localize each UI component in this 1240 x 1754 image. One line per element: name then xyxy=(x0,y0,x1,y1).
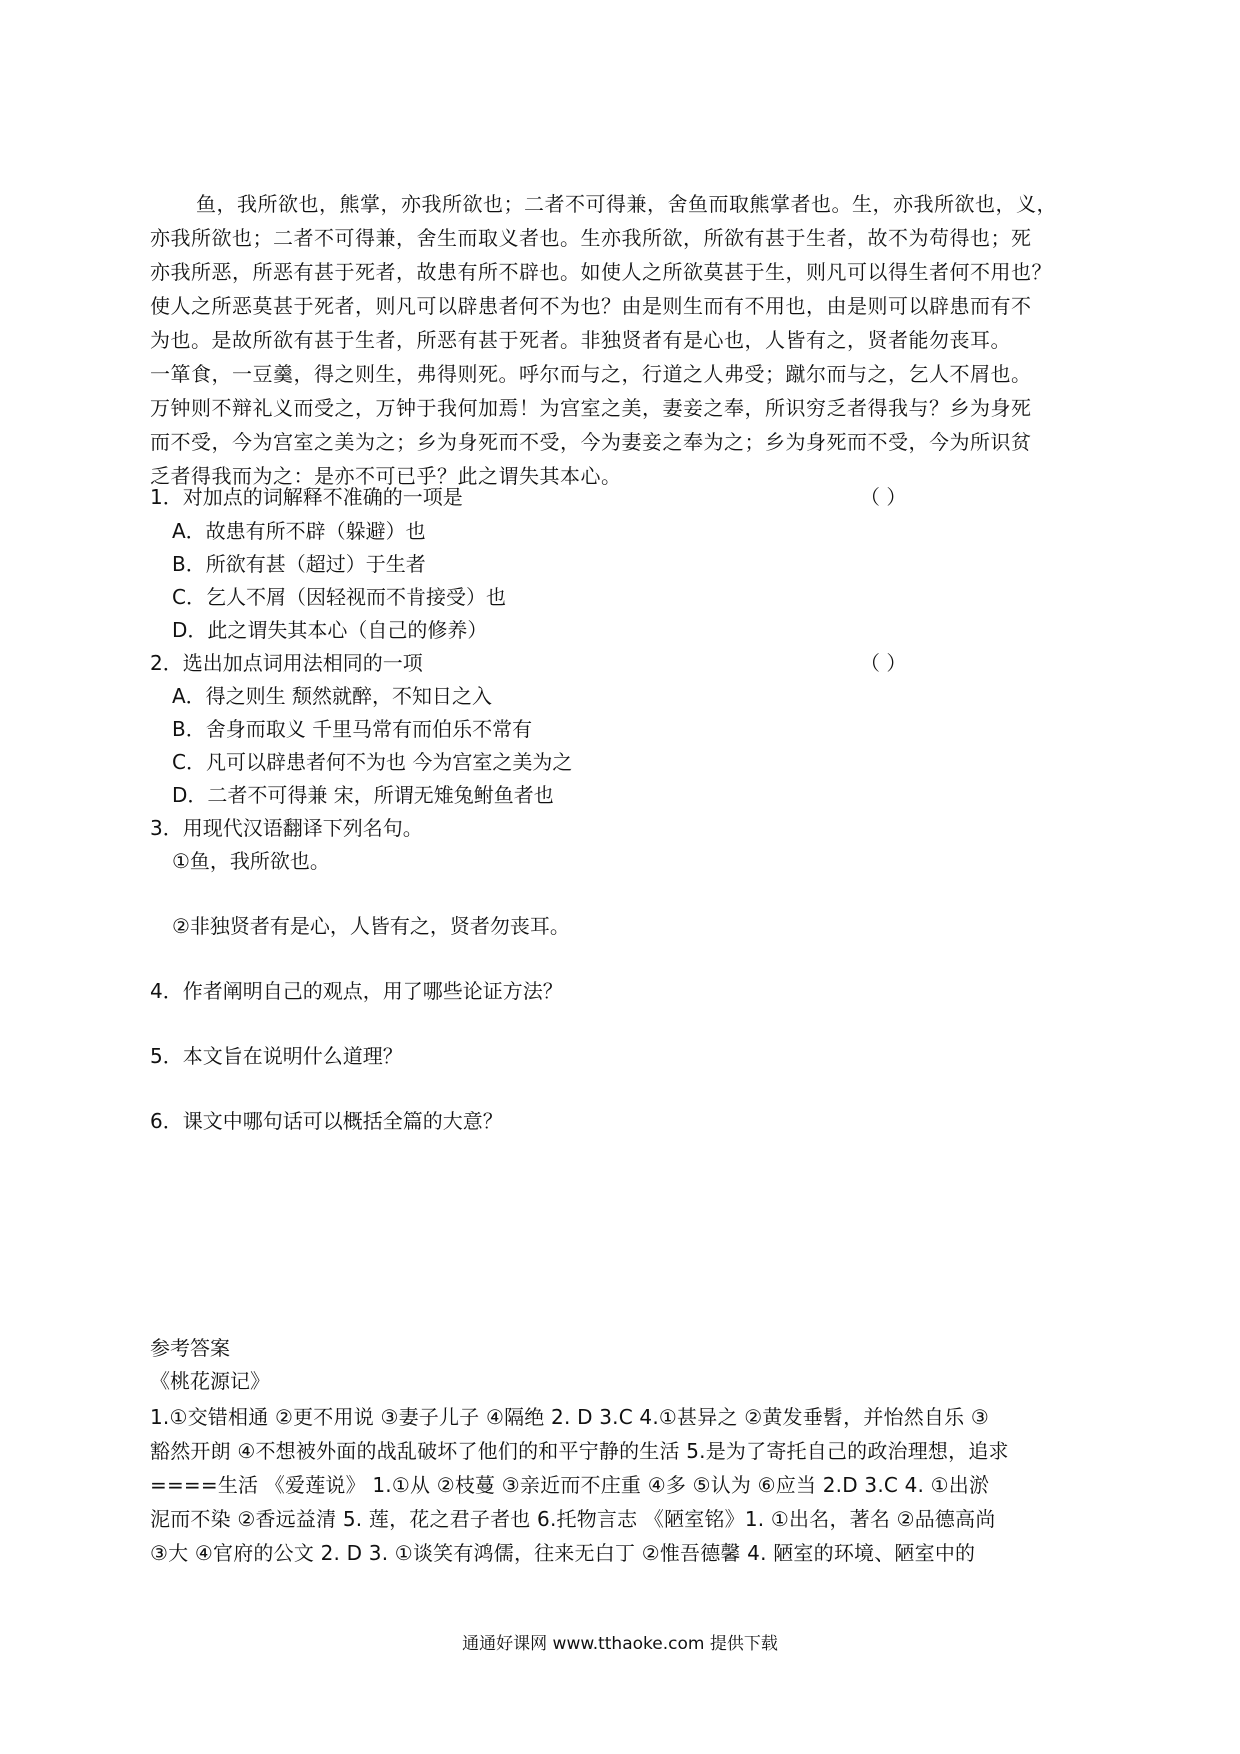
question-3-item-2: ②非独贤者有是心，人皆有之，贤者勿丧耳。 xyxy=(172,914,570,938)
answers-heading: 参考答案 xyxy=(150,1336,230,1360)
question-1-stem: 1．对加点的词解释不准确的一项是 xyxy=(150,485,463,509)
answer-line: 豁然开朗 ④不想被外面的战乱破坏了他们的和平宁静的生活 5.是为了寄托自己的政治理想，追求 xyxy=(150,1439,1009,1463)
answer-line: ③大 ④官府的公文 2. D 3. ①谈笑有鸿儒，往来无白丁 ②惟吾德馨 4. 陋室的环境、陋室中的 xyxy=(150,1541,976,1565)
answer-line: 泥而不染 ②香远益清 5. 莲，花之君子者也 6.托物言志 《陋室铭》1. ①出名，著名 ②品德高尚 xyxy=(150,1507,996,1531)
answer-line: ====生活 《爱莲说》 1.①从 ②枝蔓 ③亲近而不庄重 ④多 ⑤认为 ⑥应当 2.D 3.C 4. ①出淤 xyxy=(150,1473,990,1497)
question-2-option-a: A．得之则生 颓然就醉，不知日之入 xyxy=(172,684,493,708)
passage-line: 而不受，今为宫室之美为之；乡为身死而不受，今为妻妾之奉为之；乡为身死而不受，今为所识贫 xyxy=(150,430,1032,454)
question-1-option-b: B．所欲有甚（超过）于生者 xyxy=(172,552,426,576)
passage-line: 乏者得我而为之：是亦不可已乎？此之谓失其本心。 xyxy=(150,464,622,488)
question-4: 4．作者阐明自己的观点，用了哪些论证方法？ xyxy=(150,979,563,1003)
question-1-option-a: A．故患有所不辟（躲避）也 xyxy=(172,519,426,543)
passage-line: 使人之所恶莫甚于死者，则凡可以辟患者何不为也？由是则生而有不用也，由是则可以辟患而有不 xyxy=(150,294,1032,318)
question-2-option-d: D．二者不可得兼 宋，所谓无雉兔鲋鱼者也 xyxy=(172,783,554,807)
answer-line: 1.①交错相通 ②更不用说 ③妻子儿子 ④隔绝 2. D 3.C 4.①甚异之 ②黄发垂髫，并怡然自乐 ③ xyxy=(150,1405,990,1429)
question-3-item-1: ①鱼，我所欲也。 xyxy=(172,849,330,873)
passage-line: 万钟则不辩礼义而受之，万钟于我何加焉！为宫室之美，妻妾之奉，所识穷乏者得我与？乡为身死 xyxy=(150,396,1032,420)
passage-line: 为也。是故所欲有甚于生者，所恶有甚于死者。非独贤者有是心也，人皆有之，贤者能勿丧耳。 xyxy=(150,328,1011,352)
question-5: 5．本文旨在说明什么道理？ xyxy=(150,1044,403,1068)
question-1-answer-blank: （ ） xyxy=(860,485,907,509)
passage-line: 亦我所欲也；二者不可得兼，舍生而取义者也。生亦我所欲，所欲有甚于生者，故不为苟得也；死 xyxy=(150,226,1032,250)
passage-line: 亦我所恶，所恶有甚于死者，故患有所不辟也。如使人之所欲莫甚于生，则凡可以得生者何不用也？ xyxy=(150,260,1052,284)
passage-line: 鱼，我所欲也，熊掌，亦我所欲也；二者不可得兼，舍鱼而取熊掌者也。生，亦我所欲也，义， xyxy=(196,192,1057,216)
answers-subheading: 《桃花源记》 xyxy=(150,1369,270,1393)
question-1-option-d: D．此之谓失其本心（自己的修养） xyxy=(172,618,488,642)
question-2-stem: 2．选出加点词用法相同的一项 xyxy=(150,651,423,675)
question-2-option-c: C．凡可以辟患者何不为也 今为宫室之美为之 xyxy=(172,750,573,774)
question-3-stem: 3．用现代汉语翻译下列名句。 xyxy=(150,816,423,840)
passage-line: 一箪食，一豆羹，得之则生，弗得则死。呼尔而与之，行道之人弗受；蹴尔而与之，乞人不屑也。 xyxy=(150,362,1032,386)
question-6: 6．课文中哪句话可以概括全篇的大意？ xyxy=(150,1109,503,1133)
page-footer: 通通好课网 www.tthaoke.com 提供下载 xyxy=(462,1634,778,1654)
question-1-option-c: C．乞人不屑（因轻视而不肯接受）也 xyxy=(172,585,506,609)
question-2-answer-blank: （ ） xyxy=(860,651,907,675)
question-2-option-b: B．舍身而取义 千里马常有而伯乐不常有 xyxy=(172,717,533,741)
